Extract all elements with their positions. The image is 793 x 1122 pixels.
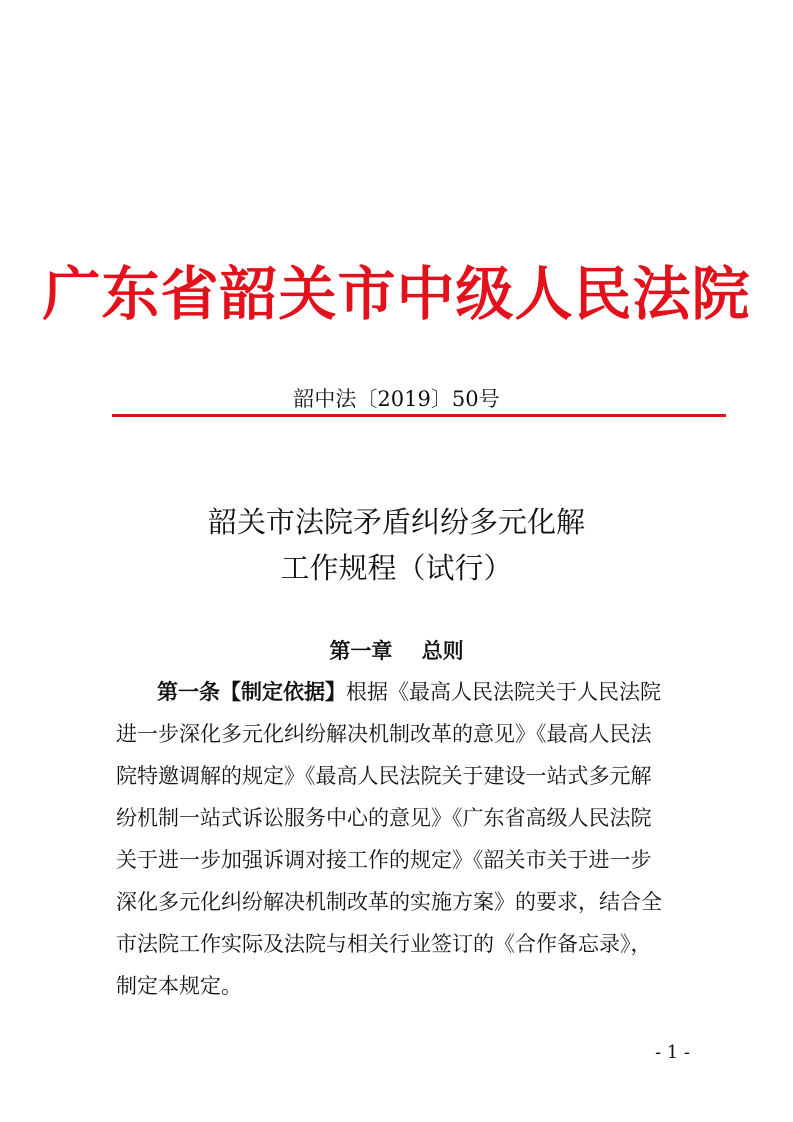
article-1-text: 根据《最高人民法院关于人民法院 bbox=[346, 680, 661, 704]
doc-title-line-2: 工作规程（试行） bbox=[280, 551, 513, 585]
article-1-line-6: 深化多元化纠纷解决机制改革的实施方案》的要求，结合全 bbox=[116, 890, 662, 914]
doc-number: 韶中法〔2019〕50号 bbox=[293, 387, 500, 411]
article-1-line-3: 院特邀调解的规定》《最高人民法院关于建设一站式多元解 bbox=[116, 764, 652, 788]
chapter-heading: 第一章 总则 bbox=[329, 639, 464, 663]
org-header: 广东省韶关市中级人民法院 bbox=[42, 260, 751, 328]
article-1-line-8: 制定本规定。 bbox=[116, 974, 242, 998]
page-number: - 1 - bbox=[654, 1042, 690, 1063]
article-1-title: 第一条【制定依据】 bbox=[157, 680, 346, 704]
doc-title-line-1: 韶关市法院矛盾纠纷多元化解 bbox=[207, 505, 585, 539]
article-1-line-1 bbox=[157, 677, 661, 707]
article-1-line-2: 进一步深化多元化纠纷解决机制改革的意见》《最高人民法 bbox=[116, 722, 652, 746]
article-1-line-7: 市法院工作实际及法院与相关行业签订的《合作备忘录》， bbox=[116, 932, 652, 956]
article-1-line-4: 纷机制一站式诉讼服务中心的意见》《广东省高级人民法院 bbox=[116, 806, 652, 830]
article-1-line-5: 关于进一步加强诉调对接工作的规定》《韶关市关于进一步 bbox=[116, 848, 652, 872]
red-divider bbox=[112, 414, 726, 417]
